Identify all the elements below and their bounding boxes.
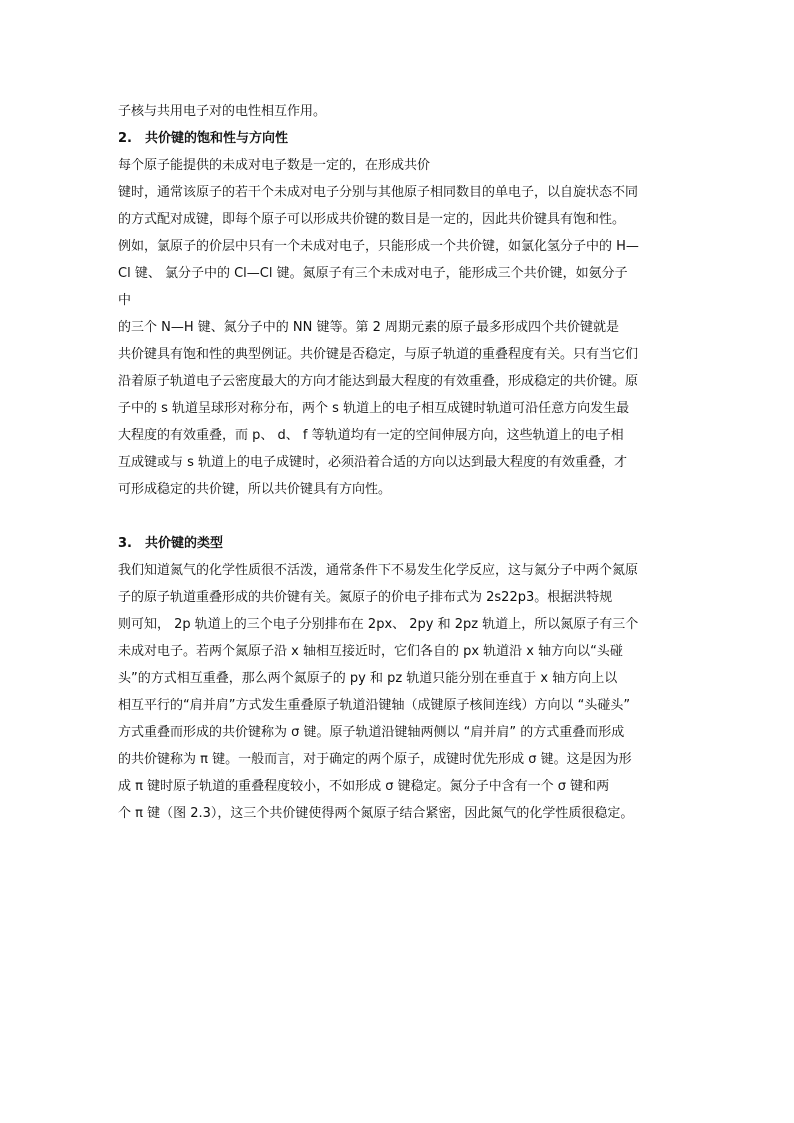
paragraph-line: 的共价键称为 π 键。一般而言，对于确定的两个原子，成键时优先形成 σ 键。这是因为形: [118, 752, 632, 767]
paragraph-line: 成 π 键时原子轨道的重叠程度较小，不如形成 σ 键稳定。氮分子中含有一个 σ 键和两: [118, 779, 610, 794]
paragraph-line: 的方式配对成键，即每个原子可以形成共价键的数目是一定的，因此共价键具有饱和性。: [118, 212, 626, 227]
paragraph-line: 未成对电子。若两个氮原子沿 x 轴相互接近时，它们各自的 px 轨道沿 x 轴方向以“头碰: [118, 644, 623, 659]
paragraph-line: 大程度的有效重叠，而 p、 d、 f 等轨道均有一定的空间伸展方向，这些轨道上的电子相: [118, 428, 624, 443]
paragraph-line: 中: [118, 293, 132, 308]
paragraph-line: 互成键或与 s 轨道上的电子成键时，必须沿着合适的方向以达到最大程度的有效重叠，才: [118, 455, 628, 470]
paragraph-line: 子的原子轨道重叠形成的共价键有关。氮原子的价电子排布式为 2s22p3。根据洪特规: [118, 590, 613, 605]
paragraph-line: 个 π 键（图 2.3），这三个共价键使得两个氮原子结合紧密，因此氮气的化学性质很稳定。: [118, 806, 634, 821]
paragraph-line: 键时，通常该原子的若干个未成对电子分别与其他原子相同数目的单电子，以自旋状态不同: [118, 185, 639, 200]
paragraph-spacer: [118, 503, 688, 530]
paragraph-line: 子中的 s 轨道呈球形对称分布，两个 s 轨道上的电子相互成键时轨道可沿任意方向发生最: [118, 401, 630, 416]
paragraph-line: 相互平行的“肩并肩”方式发生重叠原子轨道沿键轴（成键原子核间连线）方向以 “头碰头”: [118, 698, 631, 713]
paragraph-line: 沿着原子轨道电子云密度最大的方向才能达到最大程度的有效重叠，形成稳定的共价键。原: [118, 374, 639, 389]
section-heading-saturation-direction: 2. 共价键的饱和性与方向性: [118, 131, 288, 146]
paragraph-line: 头”的方式相互重叠，那么两个氮原子的 py 和 pz 轨道只能分别在垂直于 x 轴方向上以: [118, 671, 618, 686]
paragraph-line: 子核与共用电子对的电性相互作用。: [118, 104, 327, 119]
paragraph-line: 共价键具有饱和性的典型例证。共价键是否稳定，与原子轨道的重叠程度有关。只有当它们: [118, 347, 639, 362]
paragraph-line: Cl 键、 氯分子中的 Cl—Cl 键。氮原子有三个未成对电子，能形成三个共价键，如氨分子: [118, 266, 628, 281]
paragraph-line: 每个原子能提供的未成对电子数是一定的，在形成共价: [118, 158, 431, 173]
section-heading-bond-types: 3. 共价键的类型: [118, 536, 223, 551]
paragraph-line: 方式重叠而形成的共价键称为 σ 键。原子轨道沿键轴两侧以 “肩并肩” 的方式重叠而形成: [118, 725, 625, 740]
paragraph-line: 例如，氯原子的价层中只有一个未成对电子，只能形成一个共价键，如氯化氢分子中的 H—: [118, 239, 639, 254]
paragraph-line: 的三个 N—H 键、氮分子中的 NN 键等。第 2 周期元素的原子最多形成四个共价键就是: [118, 320, 620, 335]
document-body: [118, 98, 688, 827]
paragraph-line: 可形成稳定的共价键，所以共价键具有方向性。: [118, 482, 392, 497]
paragraph-line: 则可知， 2p 轨道上的三个电子分别排布在 2px、 2py 和 2pz 轨道上，所以氮原子有三个: [118, 617, 639, 632]
paragraph-line: 我们知道氮气的化学性质很不活泼，通常条件下不易发生化学反应，这与氮分子中两个氮原: [118, 563, 639, 578]
